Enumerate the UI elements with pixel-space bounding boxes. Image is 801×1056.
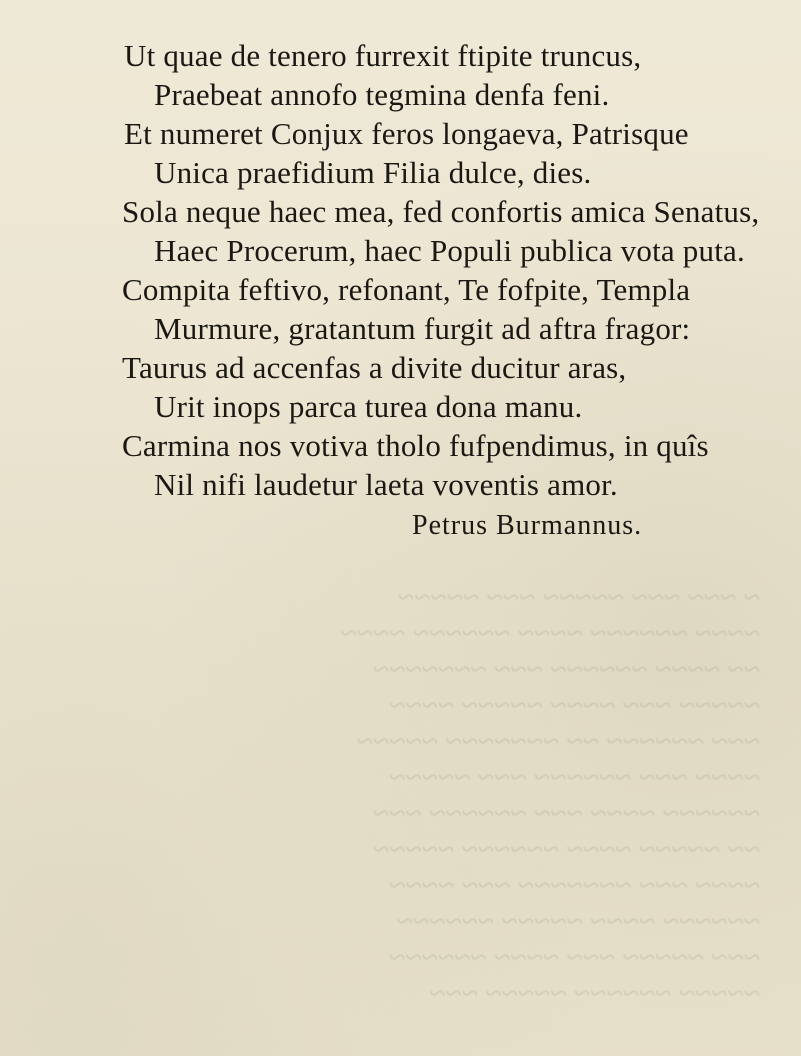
poem-line: Carmina nos votiva tholo fufpendimus, in quîs (122, 428, 709, 463)
poem-line: Praebeat annofo tegmina denfa feni. (154, 77, 610, 112)
poem-line: Haec Procerum, haec Populi publica vota puta. (154, 233, 745, 268)
poem-line: Urit inops parca turea dona manu. (154, 389, 583, 424)
poem-line: Compita feftivo, refonant, Te fofpite, Templa (122, 272, 691, 307)
poem-line: Sola neque haec mea, fed confortis amica Senatus, (122, 194, 760, 229)
author-signature: Petrus Burmannus. (412, 510, 643, 541)
poem-line: Ut quae de tenero furrexit ftipite truncus, (124, 38, 642, 73)
poem-line: Et numeret Conjux feros longaeva, Patrisque (124, 116, 689, 151)
poem-line: Nil nifi laudetur laeta voventis amor. (154, 467, 618, 502)
bleed-through-text: ~ ~~~ ~~~ ~~~~~ ~~~ ~~~~~ ~~~~ ~~~~~~ ~~~~ ~~~~~~ ~~~~ ~~ ~~~~ ~~~~~~ ~~~ ~~~~~~~ ~~~~~ ~~~ ~~~~ ~~~~~ ~~~~ ~~~ ~~~~~~ ~~ ~~~~~~~ ~~~~~ ~~~~ ~~~ ~~~~~~ ~~~ ~~~~~ ~~~~~~ ~~~~ ~~~ ~~~~~~ ~~~ ~~ ~~~~~ ~~~~ ~~~~~~ ~~~~~ ~~~~ ~~~ ~~~~~~~ ~~~ ~~~~ ~~~~~~ ~~~~ ~~~~~ ~~~~~~ ~~~ ~~~~~ ~~~ ~~~~ ~~~~~~ ~~~~~ ~~~~~~ ~~~~~ ~~~ (340, 581, 760, 1010)
poem-line: Taurus ad accenfas a divite ducitur aras, (122, 350, 627, 385)
poem-line: Murmure, gratantum furgit ad aftra fragor: (154, 311, 691, 346)
poem-line: Unica praefidium Filia dulce, dies. (154, 155, 592, 190)
